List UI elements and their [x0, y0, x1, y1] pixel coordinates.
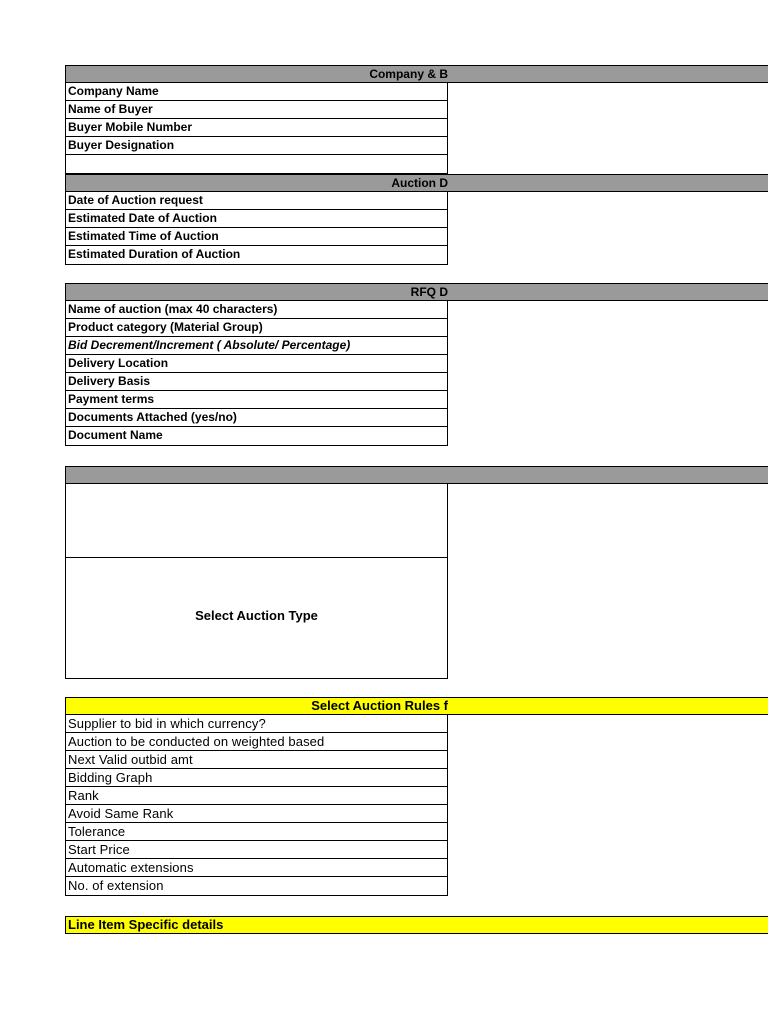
weighted-rule-label: Auction to be conducted on weighted based [66, 733, 447, 751]
outbid-rule-label: Next Valid outbid amt [66, 751, 447, 769]
company-section-header [65, 65, 768, 83]
delivery-basis-label: Delivery Basis [66, 373, 447, 391]
empty-row [66, 155, 447, 173]
buyer-designation-label: Buyer Designation [66, 137, 447, 155]
estimated-duration-label: Estimated Duration of Auction [68, 247, 241, 261]
rfq-table [65, 301, 448, 446]
select-auction-type-label: Select Auction Type [195, 608, 318, 623]
rules-section-title: Select Auction Rules f [311, 698, 448, 713]
auction-section-title: Auction D [391, 176, 448, 190]
auction-type-select-box[interactable] [65, 557, 448, 679]
line-item-section-header [65, 916, 768, 934]
rules-section-header [65, 697, 768, 715]
delivery-location-label: Delivery Location [66, 355, 447, 373]
rfq-section-title: RFQ D [410, 285, 448, 299]
bid-decrement-label: Bid Decrement/Increment ( Absolute/ Percentage) [66, 337, 447, 355]
rank-label: Rank [66, 787, 447, 805]
rules-table [65, 715, 448, 896]
buyer-mobile-label: Buyer Mobile Number [66, 119, 447, 137]
company-table [65, 83, 448, 174]
product-category-label: Product category (Material Group) [66, 319, 447, 337]
estimated-date-label: Estimated Date of Auction [66, 210, 447, 228]
auction-name-label: Name of auction (max 40 characters) [66, 301, 447, 319]
avoid-same-rank-label: Avoid Same Rank [66, 805, 447, 823]
auction-section-header [65, 174, 768, 192]
auction-type-section-header [65, 466, 768, 484]
start-price-label: Start Price [66, 841, 447, 859]
estimated-time-label: Estimated Time of Auction [66, 228, 447, 246]
company-name-label: Company Name [66, 83, 447, 101]
auction-table [65, 192, 448, 265]
payment-terms-label: Payment terms [66, 391, 447, 409]
extension-count-label: No. of extension [68, 878, 164, 893]
document-name-label: Document Name [68, 428, 163, 442]
buyer-name-label: Name of Buyer [66, 101, 447, 119]
documents-attached-label: Documents Attached (yes/no) [66, 409, 447, 427]
auction-request-date-label: Date of Auction request [66, 192, 447, 210]
currency-rule-label: Supplier to bid in which currency? [66, 715, 447, 733]
bidding-graph-label: Bidding Graph [66, 769, 447, 787]
tolerance-label: Tolerance [66, 823, 447, 841]
automatic-extensions-label: Automatic extensions [66, 859, 447, 877]
auction-type-top-box [65, 484, 448, 558]
line-item-section-title: Line Item Specific details [68, 917, 224, 932]
company-section-title: Company & B [369, 67, 448, 81]
rfq-section-header [65, 283, 768, 301]
